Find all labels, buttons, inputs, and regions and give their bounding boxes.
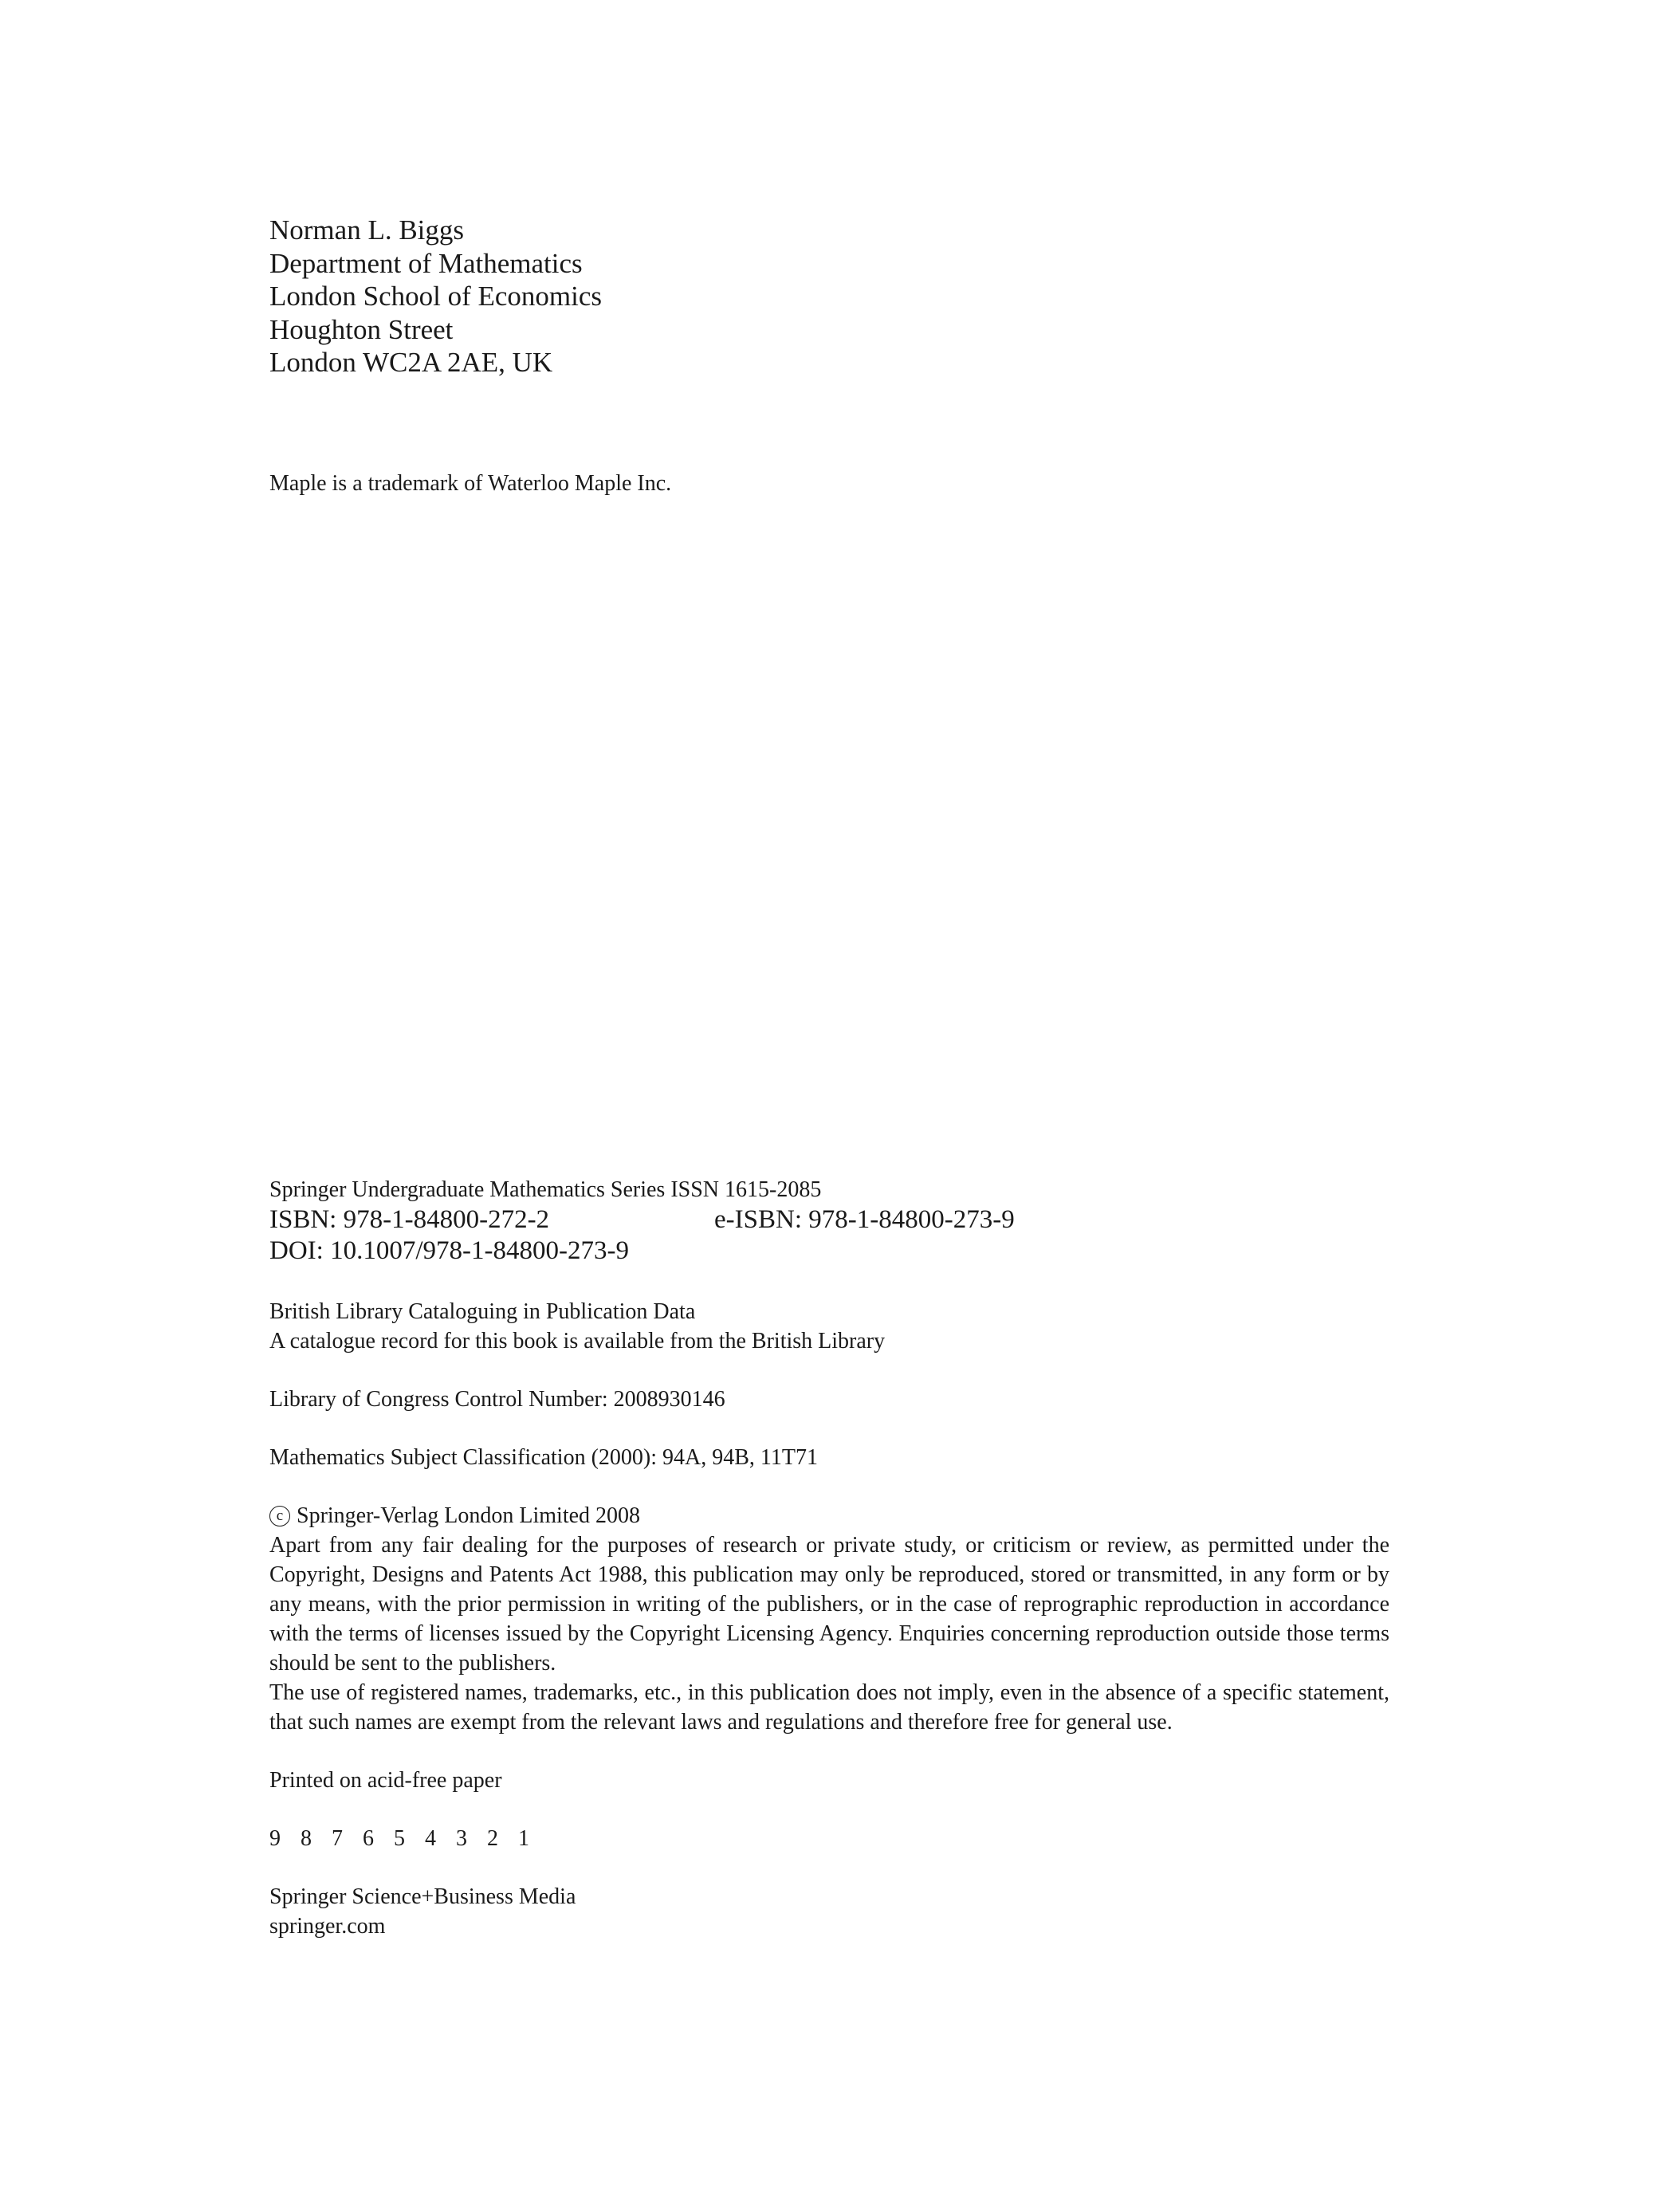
- printing-line: 9 8 7 6 5 4 3 2 1: [269, 1826, 536, 1851]
- copyright-paragraph: Apart from any fair dealing for the purposes of research or private study, or criticism or review, as permitted under the Copyright, Designs and Patents Act 1988, this publication may only be reproduced, stored or transmitted, in any form or by any means, with the prior permission in writing of the publishers, or in the case of reprographic reproduction in accordance with the terms of licenses issued by the Copyright Licensing Agency. Enquiries concerning reproduction outside those terms should be sent to the publishers.: [269, 1533, 1389, 1676]
- e-isbn: e-ISBN: 978-1-84800-273-9: [714, 1205, 1015, 1234]
- author-institution: London School of Economics: [269, 281, 603, 312]
- paper-note: Printed on acid-free paper: [269, 1768, 502, 1793]
- trademark-disclaimer-paragraph: The use of registered names, trademarks, etc., in this publication does not imply, even in the absence of a specific statement, that such names are exempt from the relevant laws and regulations and therefore free for general use.: [269, 1680, 1389, 1735]
- author-street: Houghton Street: [269, 313, 454, 345]
- british-library-heading: British Library Cataloguing in Publication Data: [269, 1299, 696, 1324]
- author-department: Department of Mathematics: [269, 247, 583, 279]
- publisher-name: Springer Science+Business Media: [269, 1884, 576, 1909]
- subject-classification: Mathematics Subject Classification (2000): 94A, 94B, 11T71: [269, 1445, 818, 1470]
- copyright-holder: Springer-Verlag London Limited 2008: [297, 1503, 641, 1528]
- isbn-row: [269, 1204, 1389, 1236]
- author-name: Norman L. Biggs: [269, 214, 465, 246]
- trademark-notice: Maple is a trademark of Waterloo Maple Inc.: [269, 471, 672, 496]
- copyright-line: [269, 1501, 1389, 1530]
- author-address: [269, 214, 602, 379]
- publisher-url: springer.com: [269, 1914, 386, 1939]
- isbn: ISBN: 978-1-84800-272-2: [269, 1205, 550, 1234]
- author-city: London WC2A 2AE, UK: [269, 347, 553, 378]
- bibliographic-block: [269, 1175, 1389, 1941]
- series-issn: Springer Undergraduate Mathematics Series ISSN 1615-2085: [269, 1177, 822, 1202]
- copyright-icon: c: [269, 1506, 290, 1526]
- british-library-note: A catalogue record for this book is available from the British Library: [269, 1329, 886, 1354]
- loc-control-number: Library of Congress Control Number: 2008930146: [269, 1387, 725, 1412]
- doi: DOI: 10.1007/978-1-84800-273-9: [269, 1236, 629, 1265]
